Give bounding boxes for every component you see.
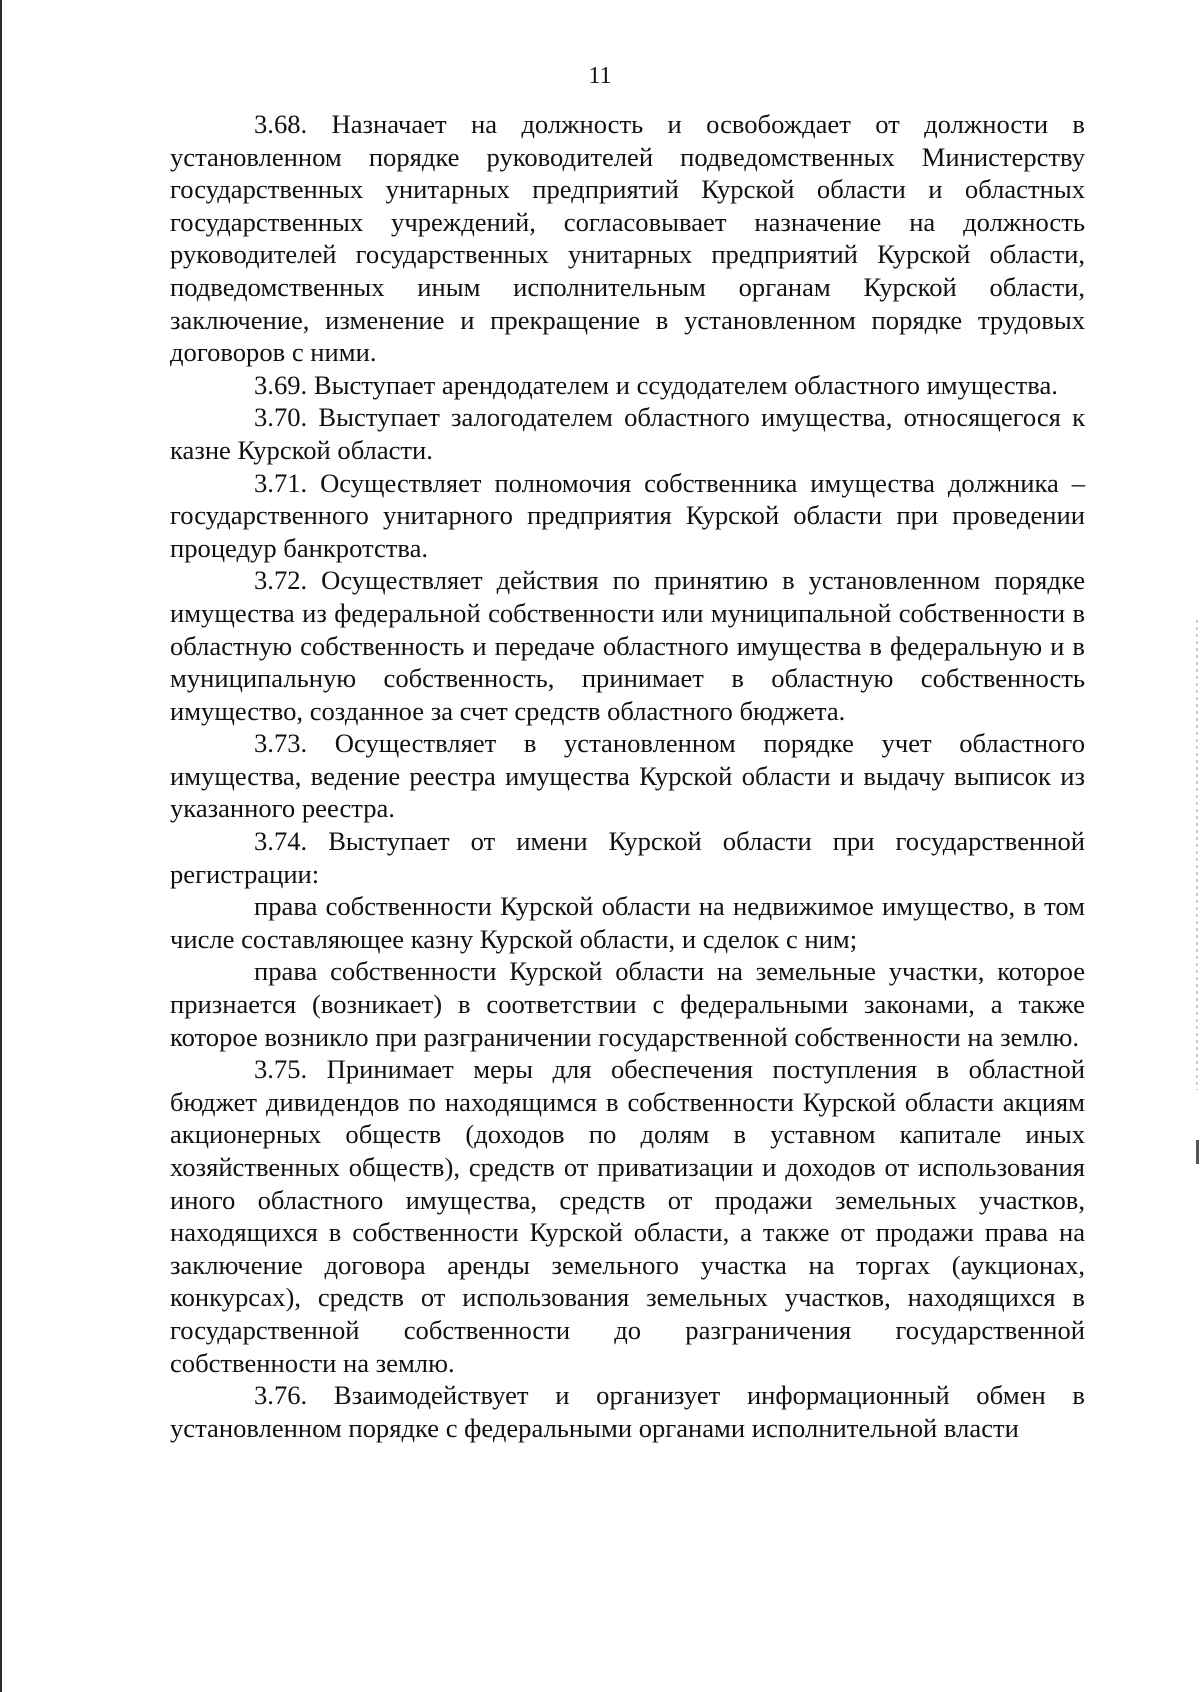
paragraph-3-72: 3.72. Осуществляет действия по принятию в установленном порядке имущества из федеральной собственности или муниципальной собственности в областную собственность и передаче областного имущества в федеральную и в муниципальную собственность, принимает в областную собственность имущество, созданное за счет средств областного бюджета.: [170, 565, 1085, 726]
paragraph-3-70: 3.70. Выступает залогодателем областного имущества, относящегося к казне Курской области.: [170, 402, 1085, 465]
paragraph-3-76: 3.76. Взаимодействует и организует информационный обмен в установленном порядке с федеральными органами исполнительной власти: [170, 1380, 1085, 1443]
paragraph-3-75: 3.75. Принимает меры для обеспечения поступления в областной бюджет дивидендов по находящимся в собственности Курской области акциям акционерных обществ (доходов по долям в уставном капитале иных хозяйственных обществ), средств от приватизации и доходов от использования иного областного имущества, средств от продажи земельных участков, находящихся в собственности Курской области, а также от продажи права на заключение договора аренды земельного участка на торгах (аукционах, конкурсах), средств от использования земельных участков, находящихся в государственной собственности до разграничения государственной собственности на землю.: [170, 1054, 1085, 1378]
paragraph-3-71: 3.71. Осуществляет полномочия собственника имущества должника – государственного унитарного предприятия Курской области при проведении процедур банкротства.: [170, 467, 1085, 563]
paragraph-3-73: 3.73. Осуществляет в установленном порядке учет областного имущества, ведение реестра имущества Курской области и выдачу выписок из указанного реестра.: [170, 728, 1085, 824]
paragraph-3-74: 3.74. Выступает от имени Курской области при государственной регистрации:: [170, 826, 1085, 889]
paragraph-3-68: 3.68. Назначает на должность и освобождает от должности в установленном порядке руководителей подведомственных Министерству государственных унитарных предприятий Курской области и областных государственных учреждений, согласовывает назначение на должность руководителей государственных унитарных предприятий Курской области, подведомственных иным исполнительным органам Курской области, заключение, изменение и прекращение в установленном порядке трудовых договоров с ними.: [170, 109, 1085, 368]
scan-artifact-mark: [1196, 1140, 1199, 1164]
paragraph-3-74-item-1: права собственности Курской области на недвижимое имущество, в том числе составляющее казну Курской области, и сделок с ним;: [170, 891, 1085, 954]
paragraph-3-74-item-2: права собственности Курской области на земельные участки, которое признается (возникает) в соответствии с федеральными законами, а также которое возникло при разграничении государственной собственности на землю.: [170, 956, 1085, 1052]
paragraph-3-69: 3.69. Выступает арендодателем и ссудодателем областного имущества.: [254, 369, 1058, 400]
document-body: [170, 108, 1085, 1444]
scan-edge-left: [0, 0, 2, 1692]
page-number: 11: [588, 63, 612, 89]
scan-artifact-mark: [1196, 620, 1198, 1090]
